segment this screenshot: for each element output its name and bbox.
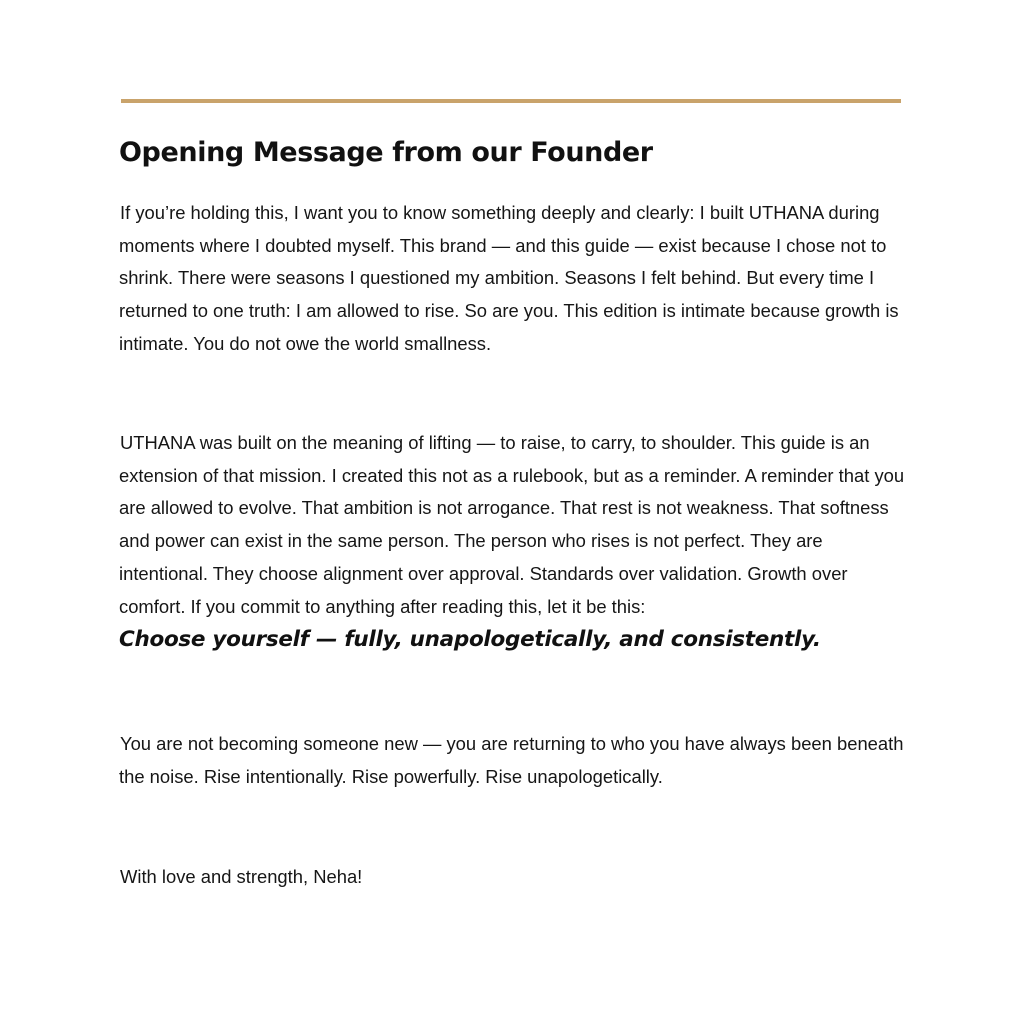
paragraph-closing bbox=[119, 728, 909, 793]
signoff-text: With love and strength, Neha! bbox=[120, 866, 363, 887]
paragraph-text: UTHANA was built on the meaning of lifting — to raise, to carry, to shoulder. This guide is an extension of that mission. I created this not as a rulebook, but as a reminder. A reminder that you are allowed to evolve. That ambition is not arrogance. That rest is not weakness. That softness and power can exist in the same person. The person who rises is not perfect. They are intentional. They choose alignment over approval. Standards over validation. Growth over comfort. If you commit to anything after reading this, let it be this: bbox=[119, 432, 905, 617]
emphasis-statement: Choose yourself — fully, unapologetically, and consistently. bbox=[119, 627, 821, 652]
paragraph-text: You are not becoming someone new — you are returning to who you have always been beneath the noise. Rise intentionally. Rise powerfully. Rise unapologetically. bbox=[119, 733, 904, 787]
page-title: Opening Message from our Founder bbox=[119, 137, 653, 168]
signoff bbox=[119, 861, 909, 894]
paragraph-intro bbox=[119, 197, 909, 361]
paragraph-mission bbox=[119, 427, 909, 623]
decorative-divider bbox=[121, 99, 901, 103]
paragraph-text: If you’re holding this, I want you to know something deeply and clearly: I built UTHANA during moments where I doubted myself. This brand — and this guide — exist because I chose not to shrink. There were seasons I questioned my ambition. Seasons I felt behind. But every time I returned to one truth: I am allowed to rise. So are you. This edition is intimate because growth is intimate. You do not owe the world smallness. bbox=[119, 202, 899, 354]
